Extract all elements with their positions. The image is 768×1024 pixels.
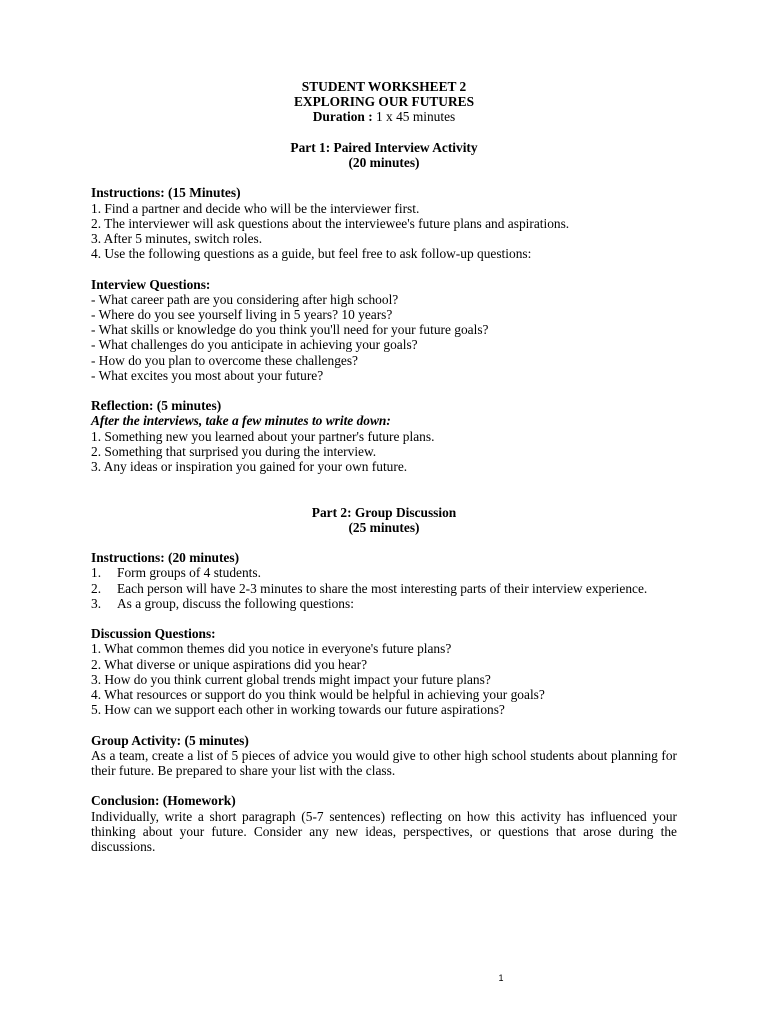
worksheet-subtitle: EXPLORING OUR FUTURES bbox=[293, 94, 475, 110]
list-item: 4. Use the following questions as a guide, but feel free to ask follow-up questions: bbox=[91, 246, 532, 262]
interview-questions-list bbox=[91, 292, 677, 383]
reflection-prompt: After the interviews, take a few minutes to write down: bbox=[91, 413, 391, 429]
part2-instructions-list bbox=[91, 565, 677, 611]
list-item: 1. Find a partner and decide who will be the interviewer first. bbox=[91, 200, 420, 216]
discussion-questions-list bbox=[91, 641, 677, 717]
list-item: - How do you plan to overcome these challenges? bbox=[91, 352, 358, 368]
group-activity-text: As a team, create a list of 5 pieces of advice you would give to other high school students about planning for their future. Be prepared to share your list with the class. bbox=[91, 747, 677, 779]
list-item: 2. The interviewer will ask questions about the interviewee's future plans and aspirations. bbox=[91, 215, 570, 231]
duration-label: Duration : bbox=[312, 109, 373, 125]
list-item-text: Form groups of 4 students. bbox=[117, 565, 261, 581]
list-item: 1. What common themes did you notice in everyone's future plans? bbox=[91, 641, 452, 657]
duration-line bbox=[91, 109, 677, 124]
list-item: 1. Something new you learned about your partner's future plans. bbox=[91, 428, 435, 444]
part2-instructions-heading: Instructions: (20 minutes) bbox=[91, 550, 240, 566]
list-item: 3. After 5 minutes, switch roles. bbox=[91, 231, 263, 246]
worksheet-content bbox=[91, 79, 677, 854]
part1-time: (20 minutes) bbox=[348, 155, 420, 170]
duration-value: 1 x 45 minutes bbox=[372, 109, 456, 125]
list-item-number: 3. bbox=[91, 595, 102, 611]
worksheet-title: STUDENT WORKSHEET 2 bbox=[301, 79, 467, 94]
list-item: 5. How can we support each other in working towards our future aspirations? bbox=[91, 702, 505, 718]
list-item: - What career path are you considering after high school? bbox=[91, 291, 399, 307]
interview-questions-heading: Interview Questions: bbox=[91, 276, 211, 292]
list-item-number: 1. bbox=[91, 565, 102, 581]
list-item bbox=[91, 565, 677, 580]
list-item: - What challenges do you anticipate in achieving your goals? bbox=[91, 337, 418, 353]
conclusion-text: Individually, write a short paragraph (5-7 sentences) reflecting on how this activity has influenced your thinking about your future. Consider any new ideas, perspectives, or questions that arose during the discussions. bbox=[91, 808, 677, 855]
list-item-text: Each person will have 2-3 minutes to share the most interesting parts of their interview experience. bbox=[117, 580, 648, 596]
part2-time: (25 minutes) bbox=[348, 519, 420, 535]
list-item-text: As a group, discuss the following questions: bbox=[117, 595, 354, 611]
discussion-questions-heading: Discussion Questions: bbox=[91, 626, 216, 642]
list-item: 4. What resources or support do you think would be helpful in achieving your goals? bbox=[91, 687, 545, 703]
conclusion-heading: Conclusion: (Homework) bbox=[91, 793, 236, 809]
list-item: - Where do you see yourself living in 5 years? 10 years? bbox=[91, 307, 393, 322]
reflection-heading: Reflection: (5 minutes) bbox=[91, 398, 222, 414]
part1-instructions-heading: Instructions: (15 Minutes) bbox=[91, 185, 241, 201]
list-item-number: 2. bbox=[91, 580, 102, 596]
list-item: 2. What diverse or unique aspirations did you hear? bbox=[91, 656, 368, 672]
list-item: 2. Something that surprised you during the interview. bbox=[91, 443, 377, 459]
list-item: 3. How do you think current global trends might impact your future plans? bbox=[91, 671, 491, 687]
part2-title: Part 2: Group Discussion bbox=[311, 504, 457, 520]
list-item bbox=[91, 581, 677, 596]
list-item: 3. Any ideas or inspiration you gained for your own future. bbox=[91, 459, 408, 475]
list-item: - What skills or knowledge do you think you'll need for your future goals? bbox=[91, 322, 489, 338]
part1-instructions-list bbox=[91, 201, 677, 262]
list-item: - What excites you most about your future? bbox=[91, 367, 324, 383]
part1-title: Part 1: Paired Interview Activity bbox=[290, 139, 478, 155]
reflection-list bbox=[91, 429, 677, 475]
group-activity-heading: Group Activity: (5 minutes) bbox=[91, 732, 249, 748]
page-number: 1 bbox=[498, 973, 504, 983]
list-item bbox=[91, 596, 677, 611]
